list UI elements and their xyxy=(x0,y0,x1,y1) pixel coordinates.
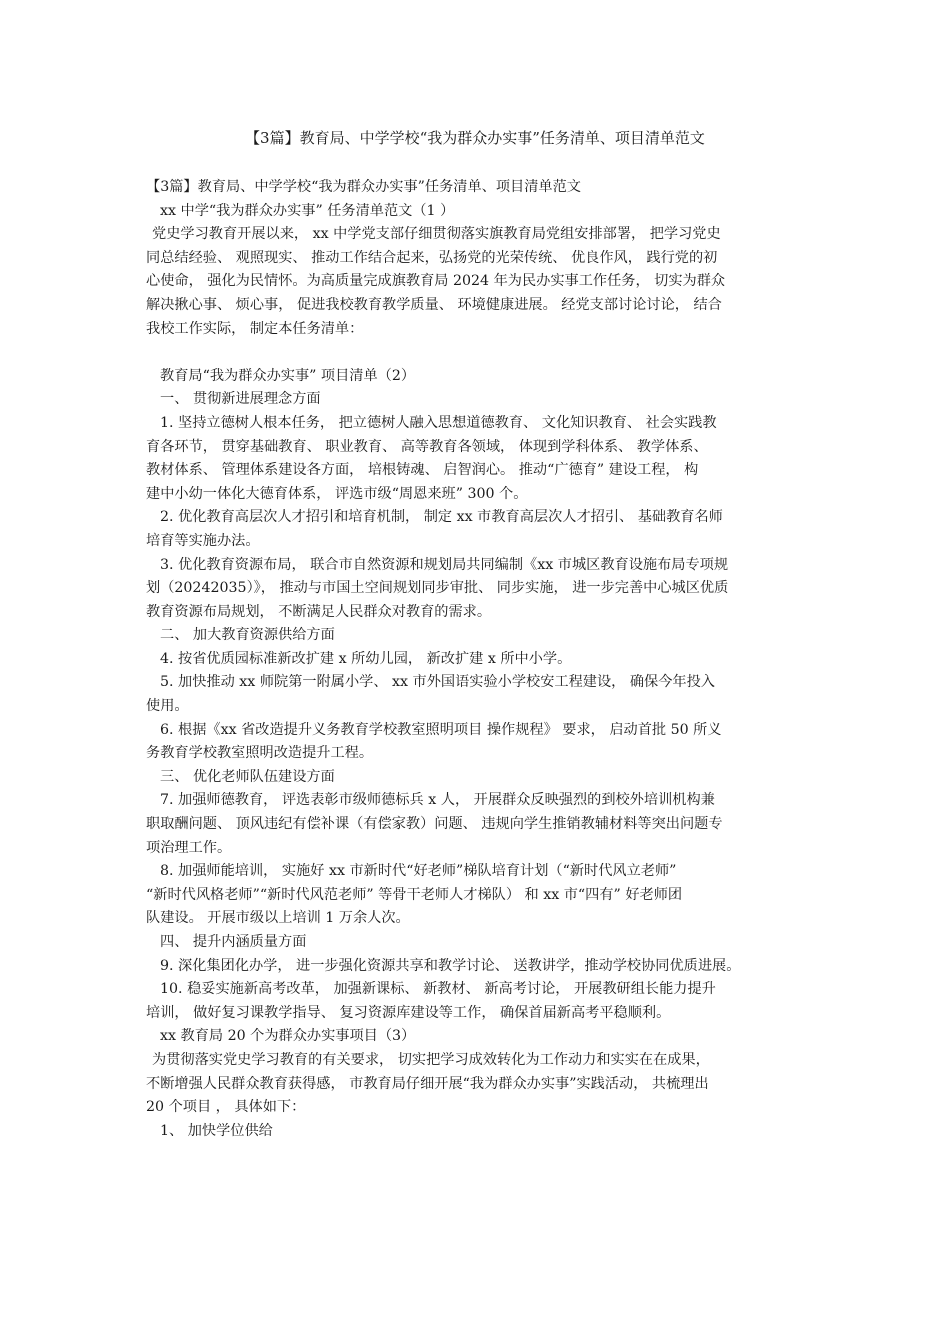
list-item-line: 教材体系、 管理体系建设各方面， 培根铸魂、 启智润心。 推动“广德育” 建设工程， 构 xyxy=(146,462,699,479)
list-item-line: 8. 加强师能培训， 实施好 xx 市新时代“好老师”梯队培育计划（“新时代风立老师” xyxy=(160,863,677,880)
list-item-line: 职取酬问题、 顶风违纪有偿补课（有偿家教）问题、 违规向学生推销教辅材料等突出问题专 xyxy=(146,816,723,833)
list-item-line: 项治理工作。 xyxy=(146,839,232,856)
subsection-heading: 二、 加大教育资源供给方面 xyxy=(160,627,335,644)
list-item-line: 育各环节， 贯穿基础教育、 职业教育、 高等教育各领域， 体现到学科体系、 教学体系、 xyxy=(146,438,708,455)
list-item-line: 划（20242035）》， 推动与市国土空间规划同步审批、 同步实施， 进一步完善中心城区优质 xyxy=(146,580,729,597)
paragraph-line: 20 个项目 ， 具体如下： xyxy=(146,1099,306,1116)
list-item-line: 6. 根据《xx 省改造提升义务教育学校教室照明项目 操作规程》 要求， 启动首批 50 所义 xyxy=(160,721,722,738)
list-item-line: 培训， 做好复习课教学指导、 复习资源库建设等工作， 确保首届新高考平稳顺利。 xyxy=(146,1004,671,1021)
paragraph-line: 党史学习教育开展以来， xx 中学党支部仔细贯彻落实旗教育局党组安排部署， 把学习党史 xyxy=(152,226,721,243)
paragraph-line: 我校工作实际， 制定本任务清单： xyxy=(146,320,364,337)
subsection-heading: 三、 优化老师队伍建设方面 xyxy=(160,768,335,785)
list-item-line: 务教育学校教室照明改造提升工程。 xyxy=(146,745,374,762)
document-body xyxy=(146,176,816,1143)
paragraph-line: 不断增强人民群众教育获得感， 市教育局仔细开展“我为群众办实事”实践活动， 共梳理出 xyxy=(146,1075,709,1092)
section-heading: xx 教育局 20 个为群众办实事项目（3） xyxy=(160,1028,416,1045)
heading-line: 【3篇】教育局、中学学校“我为群众办实事”任务清单、项目清单范文 xyxy=(146,179,581,195)
list-item-line: 队建设。 开展市级以上培训 1 万余人次。 xyxy=(146,910,410,927)
blank-line xyxy=(146,341,816,365)
list-item-line: 5. 加快推动 xx 师院第一附属小学、 xx 市外国语实验小学校安工程建设， 确保今年投入 xyxy=(160,674,715,691)
paragraph-line: 解决揪心事、 烦心事， 促进我校教育教学质量、 环境健康进展。 经党支部讨论讨论， 结合 xyxy=(146,296,722,313)
list-item-line: 建中小幼一体化大德育体系， 评选市级“周恩来班” 300 个。 xyxy=(146,485,528,502)
subsection-heading: 一、 贯彻新进展理念方面 xyxy=(160,391,321,408)
section-heading: 教育局“我为群众办实事” 项目清单（2） xyxy=(160,367,416,384)
document-title: 【3篇】教育局、中学学校“我为群众办实事”任务清单、项目清单范文 xyxy=(245,129,705,147)
subsection-heading: 四、 提升内涵质量方面 xyxy=(160,934,307,950)
list-item-line: 4. 按省优质园标准新改扩建 x 所幼儿园， 新改扩建 x 所中小学。 xyxy=(160,650,572,667)
paragraph-line: 同总结经验、 观照现实、 推动工作结合起来，弘扬党的光荣传统、 优良作风， 践行党的初 xyxy=(146,249,718,266)
list-item-line: 1. 坚持立德树人根本任务， 把立德树人融入思想道德教育、 文化知识教育、 社会实践教 xyxy=(160,414,717,431)
list-item-line: 2. 优化教育高层次人才招引和培育机制， 制定 xx 市教育高层次人才招引、 基础教育名师 xyxy=(160,509,723,526)
list-item-line: 教育资源布局规划， 不断满足人民群众对教育的需求。 xyxy=(146,603,492,620)
list-item-line: 10. 稳妥实施新高考改革， 加强新课标、 新教材、 新高考讨论， 开展教研组长能力提升 xyxy=(160,981,716,998)
list-item-line: 3. 优化教育资源布局， 联合市自然资源和规划局共同编制《xx 市城区教育设施布局专项规 xyxy=(160,556,729,573)
paragraph-line: 为贯彻落实党史学习教育的有关要求， 切实把学习成效转化为工作动力和实实在在成果， xyxy=(152,1051,710,1068)
list-item-line: 9. 深化集团化办学， 进一步强化资源共享和教学讨论、 送教讲学，推动学校协同优质进展。 xyxy=(160,957,741,974)
section-heading: xx 中学“我为群众办实事” 任务清单范文（1 ） xyxy=(160,202,455,219)
paragraph-line: 心使命， 强化为民情怀。为高质量完成旗教育局 2024 年为民办实事工作任务， 切实为群众 xyxy=(146,273,726,290)
list-item-line: 7. 加强师德教育， 评选表彰市级师德标兵 x 人， 开展群众反映强烈的到校外培训机构兼 xyxy=(160,792,715,809)
subsection-heading: 1、 加快学位供给 xyxy=(160,1122,273,1139)
list-item-line: “新时代风格老师”“新时代风范老师” 等骨干老师人才梯队） 和 xx 市“四有” 好老师团 xyxy=(146,886,683,903)
list-item-line: 培育等实施办法。 xyxy=(146,532,260,549)
list-item-line: 使用。 xyxy=(146,698,189,715)
